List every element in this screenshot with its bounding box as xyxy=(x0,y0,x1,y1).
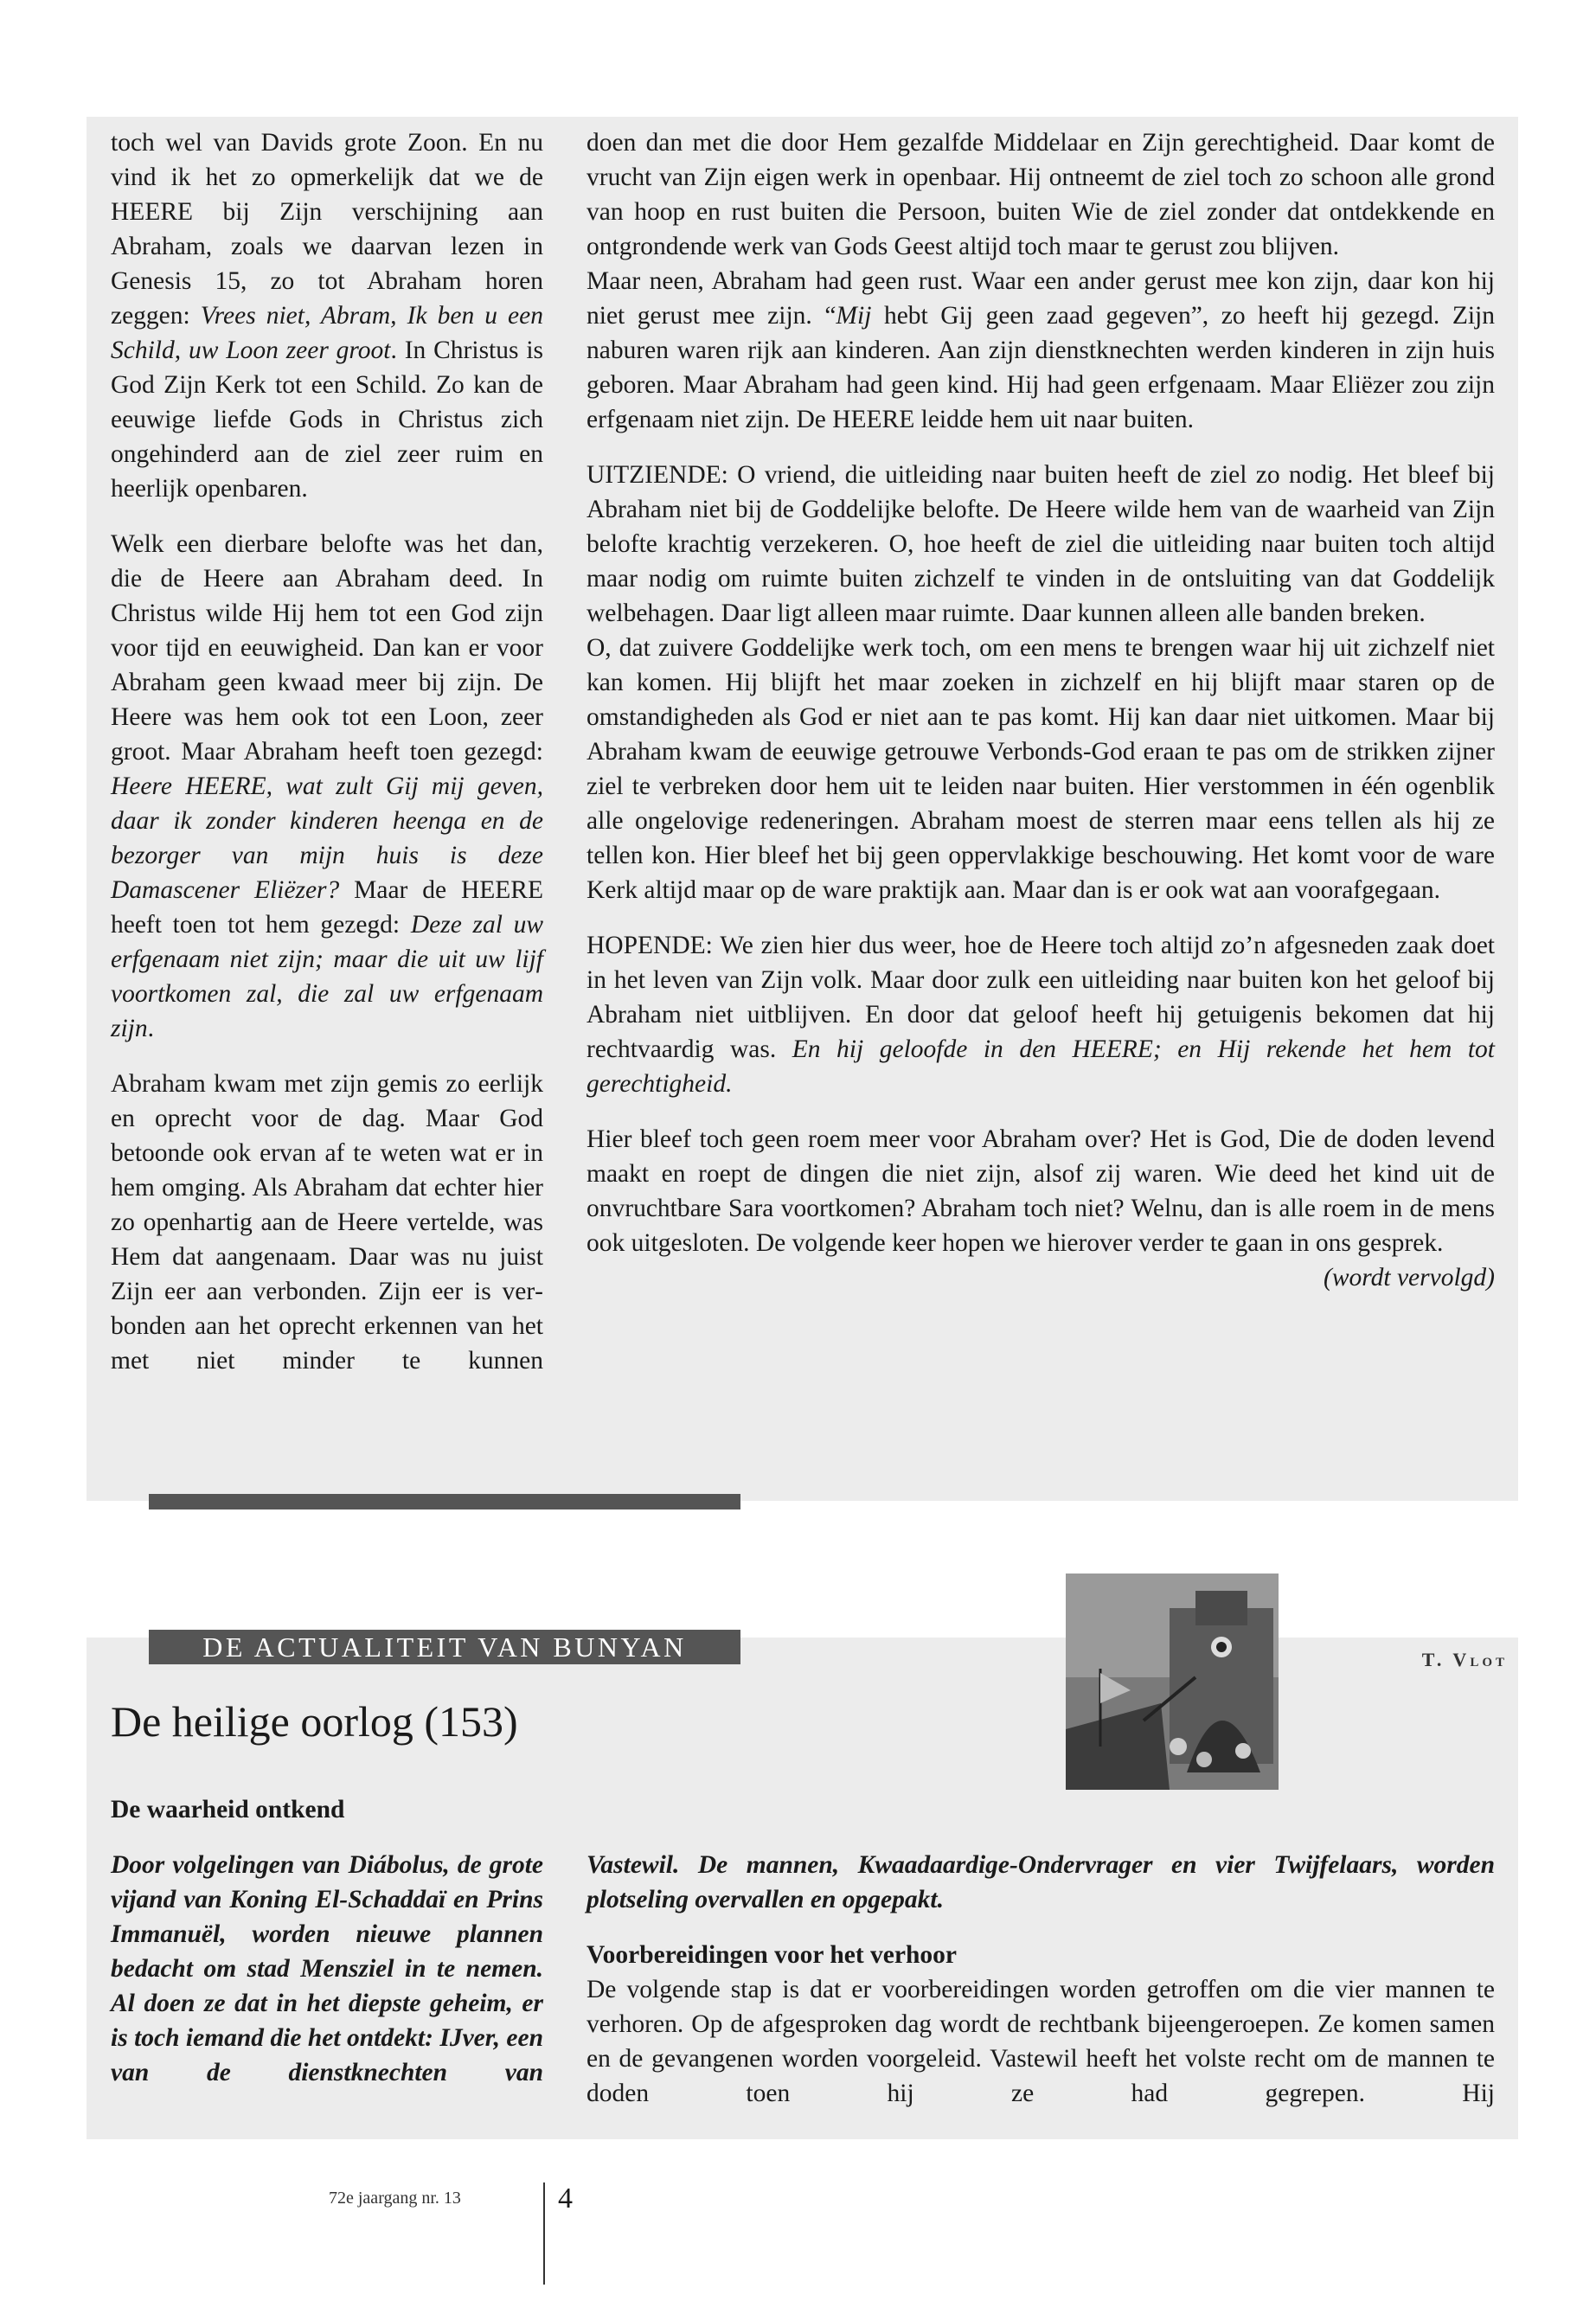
paragraph: Maar neen, Abraham had geen rust. Waar een ander gerust mee kon zijn, daar kon hij niet gerust mee zijn. “Mij hebt Gij geen zaad gegeven”, zo heeft hij gezegd. Zijn naburen waren rijk aan kinderen. Aan zijn dienstknechten werden kinderen in zijn huis geboren. Maar Abraham had geen kind. Hij had geen erfgenaam. Maar Eliëzer zou zijn erfgenaam niet zijn. De HEERE leidde hem uit naar buiten. xyxy=(586,267,1495,433)
section-label: DE ACTUALITEIT VAN BUNYAN xyxy=(149,1630,740,1664)
paragraph: UITZIENDE: O vriend, die uitleiding naar buiten heeft de ziel zo nodig. Het bleef bij Abraham niet bij de Goddelijke belofte. De Heere wilde hem van de waarheid van Zijn belofte krachtig verzekeren. O, hoe heeft de ziel die uitleiding naar buiten toch altijd maar nodig om ruimte buiten zichzelf te vinden in de ontsluiting van dat Goddelijk welbehagen. Daar ligt alleen maar ruimte. Daar kunnen alleen alle banden breken. xyxy=(586,461,1495,627)
paragraph: Welk een dierbare belofte was het dan, die de Heere aan Abraham deed. In Christus wilde Hij hem tot een God zijn voor tijd en eeuwigheid. Dan kan er voor Abraham geen kwaad meer bij zijn. De Heere was hem ook tot een Loon, zeer groot. Maar Abraham heeft toen gezegd: Heere HEERE, wat zult Gij mij geven, daar ik zonder kinderen heenga en de bezorger van mijn huis is deze Damascener Eliëzer? Maar de HEERE heeft toen tot hem gezegd: Deze zal uw erfgenaam niet zijn; maar die uit uw lijf voortkomen zal, die zal uw erfgenaam zijn. xyxy=(111,530,543,1042)
footer-divider xyxy=(543,2182,545,2285)
bunyan-left-column xyxy=(111,1792,543,2090)
continued-note: (wordt vervolgd) xyxy=(1324,1264,1495,1292)
subheading: De waarheid ontkend xyxy=(111,1796,345,1823)
author: T. Vlot xyxy=(1421,1649,1508,1670)
page-number: 4 xyxy=(558,2182,573,2214)
paragraph: Hier bleef toch geen roem meer voor Abraham over? Het is God, Die de doden levend maakt en roept de dingen die niet zijn, alsof zij waren. Wie deed het kind uit de onvruchtbare Sara voortkomen? Abraham toch niet? Welnu, dan is alle roem in de mens ook uitgesloten. De volgende keer hopen we hierover verder te gaan in ons gesprek. (wordt vervolgd) xyxy=(586,1122,1495,1260)
paragraph: HOPENDE: We zien hier dus weer, hoe de Heere toch altijd zo’n afgesneden zaak doet in het leven van Zijn volk. Maar door zulk een uitleiding naar buiten kon het geloof bij Abraham niet uitblijven. En door dat geloof heeft hij getuigenis bekomen dat hij rechtvaardig was. En hij geloofde in den HEERE; en Hij rekende het hem tot gerechtigheid. xyxy=(586,932,1495,1098)
intro-paragraph: Door volgelingen van Diábolus, de grote vijand van Koning El-Schaddaï en Prins Immanuël, worden nieuwe plannen bedacht om stad Mensziel in te nemen. Al doen ze dat in het diepste geheim, er is toch iemand die het ontdekt: IJver, een van de dienstknechten van xyxy=(111,1851,543,2086)
subheading: Voorbereidingen voor het verhoor xyxy=(586,1941,957,1969)
article-title: De heilige oorlog (153) xyxy=(111,1697,518,1746)
paragraph: De volgende stap is dat er voorbereidingen worden getroffen om die vier mannen te verhoren. Op de afgesproken dag wordt de rechtbank bijeengeroepen. Ze komen samen en de gevangenen worden voorgeleid. Vastewil heeft het volste recht om de mannen te doden toen hij ze had gegrepen. Hij xyxy=(586,1976,1495,2107)
paragraph: toch wel van Davids grote Zoon. En nu vind ik het zo opmerkelijk dat we de HEERE bij Zijn verschijning aan Abraham, zoals we daarvan lezen in Genesis 15, zo tot Abraham horen zeggen: Vrees niet, Abram, Ik ben u een Schild, uw Loon zeer groot. In Christus is God Zijn Kerk tot een Schild. Zo kan de eeuwige liefde Gods in Christus zich ongehinderd aan de ziel zeer ruim en heerlijk openbaren. xyxy=(111,129,543,503)
top-left-column xyxy=(111,125,543,1378)
paragraph: Abraham kwam met zijn gemis zo eerlijk en oprecht voor de dag. Maar God betoonde ook ervan af te weten wat er in hem omging. Als Abraham dat echter hier zo openhartig aan de Heere vertelde, was Hem dat aangenaam. Daar was nu juist Zijn eer aan verbonden. Zijn eer is verbonden aan het oprecht erkennen van het met niet minder te kunnen xyxy=(111,1070,543,1375)
separator-bar xyxy=(149,1494,740,1509)
paragraph: O, dat zuivere Goddelijke werk toch, om een mens te brengen waar hij uit zichzelf niet kan komen. Hij blijft het maar zoeken in zichzelf en hij blijft maar staren op de omstandigheden als God er niet aan te pas komt. Hij kan daar niet uitkomen. Maar bij Abraham kwam de eeuwige getrouwe Verbonds-God eraan te pas om de strikken zijner ziel te verbreken door hem uit te leiden naar buiten. Hier verstommen in één ogenblik alle ongelovige redeneringen. Abraham moest de sterren maar eens tellen als hij ze tellen kon. Hier bleef het bij geen oppervlakkige beschouwing. Het komt voor de ware Kerk altijd maar op de ware praktijk aan. Maar dan is er ook wat aan voorafgegaan. xyxy=(586,634,1495,904)
castle-siege-illustration-drawing xyxy=(1066,1574,1279,1790)
intro-paragraph: Vastewil. De mannen, Kwaadaardige-Ondervrager en vier Twijfelaars, worden plotseling overvallen en opgepakt. xyxy=(586,1851,1495,1913)
castle-siege-illustration xyxy=(1066,1574,1279,1790)
issue-info: 72e jaargang nr. 13 xyxy=(329,2189,461,2208)
paragraph: doen dan met die door Hem gezalfde Middelaar en Zijn gerechtigheid. Daar komt de vrucht van Zijn eigen werk in openbaar. Hij ontneemt de ziel toch zo schoon alle grond van hoop en rust buiten die Persoon, buiten Wie de ziel zonder dat ontdekkende en ontgrondende werk van Gods Geest altijd toch maar te gerust zou blijven. xyxy=(586,129,1495,260)
top-right-column xyxy=(586,125,1495,1295)
bunyan-right-column xyxy=(586,1848,1495,2111)
